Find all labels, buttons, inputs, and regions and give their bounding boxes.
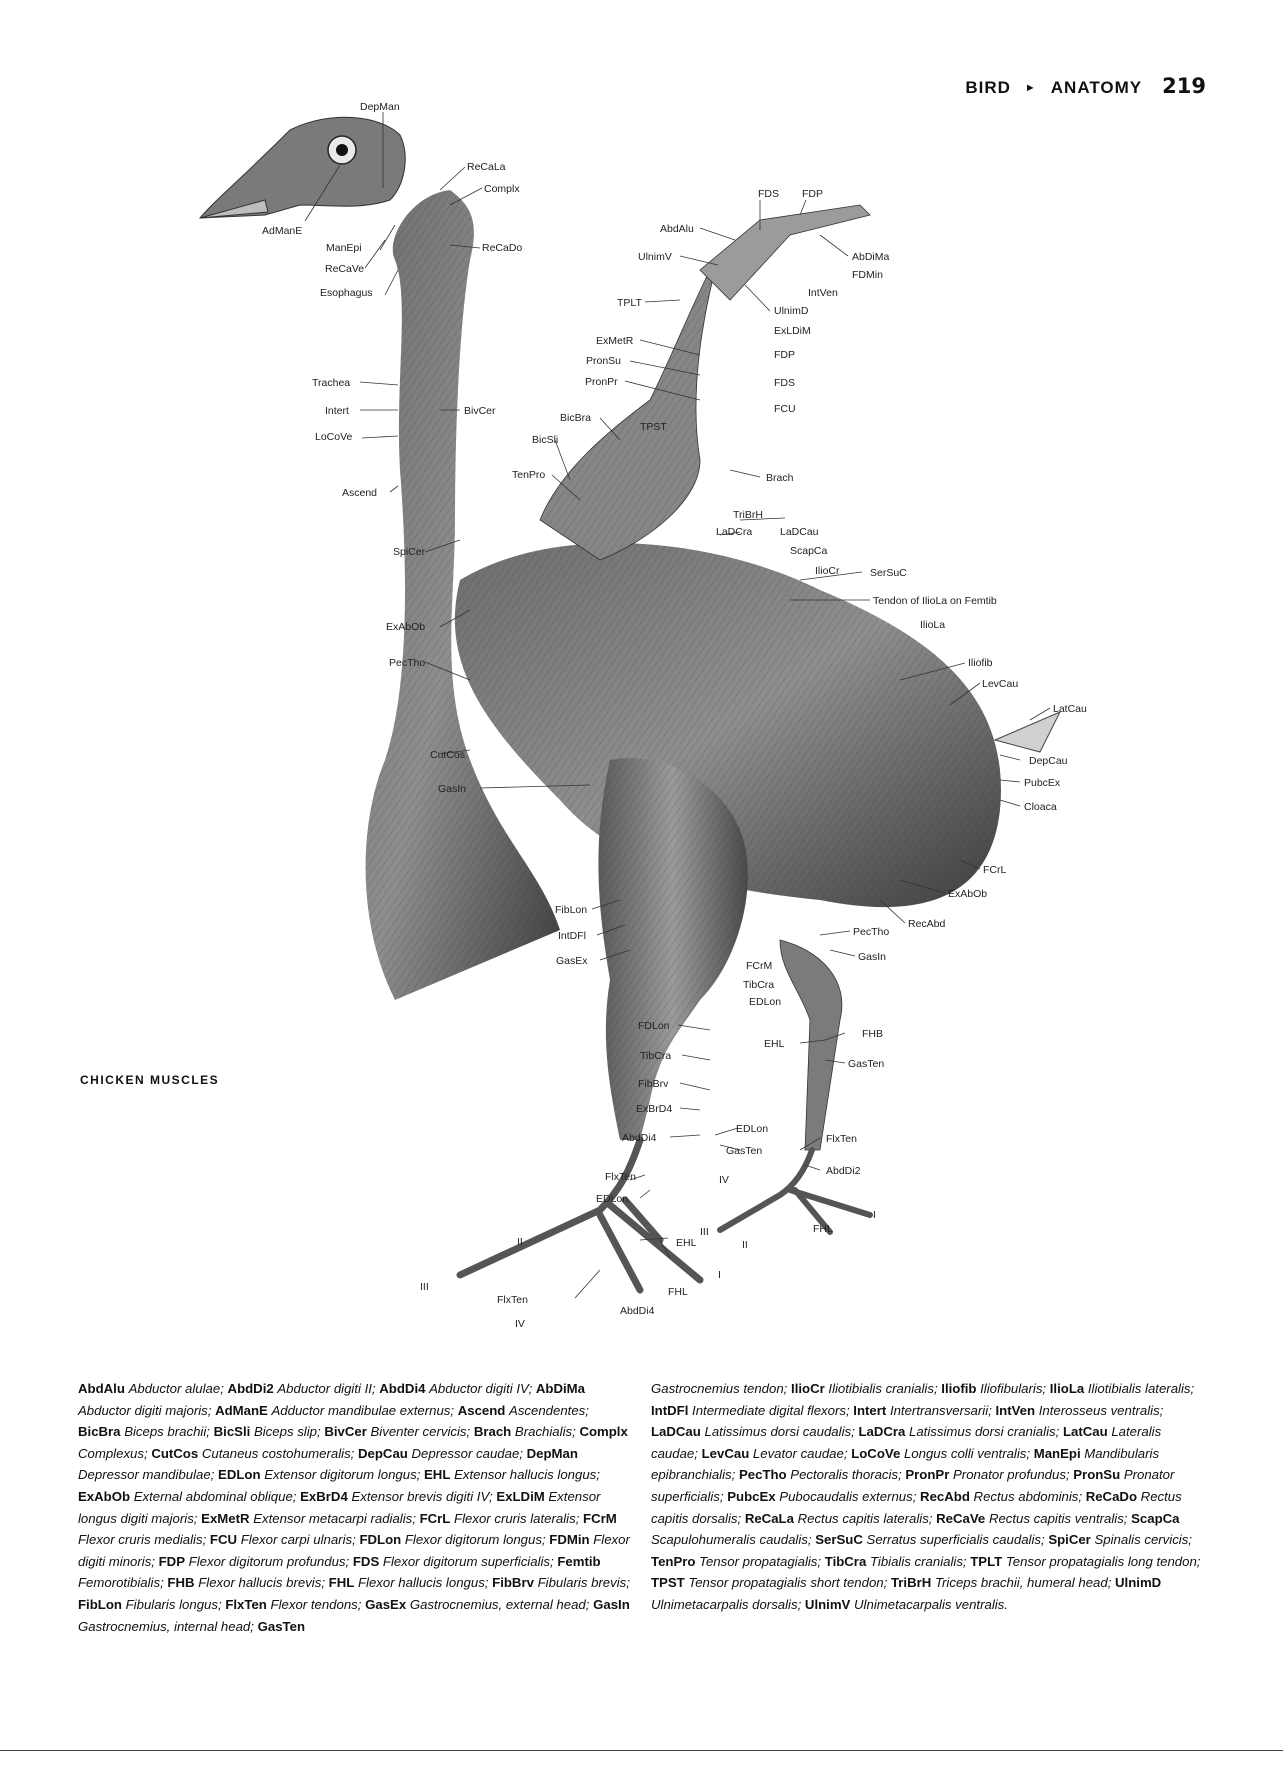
legend-abbr: Femtib	[557, 1553, 601, 1569]
label-gasten-mid: GasTen	[726, 1145, 763, 1157]
label-levcau: LevCau	[982, 678, 1019, 690]
body-and-wing	[455, 205, 1060, 907]
legend-entry	[353, 1554, 554, 1569]
legend-entry	[167, 1575, 325, 1590]
legend-name: Pectoralis thoracis;	[790, 1467, 902, 1483]
legend-entry	[78, 1424, 210, 1439]
label-fdlon: FDLon	[638, 1020, 670, 1032]
legend-name: Latissimus dorsi cranialis;	[909, 1424, 1060, 1440]
label-abdima: AbDiMa	[852, 251, 890, 263]
legend-entry	[651, 1381, 787, 1396]
legend-entry	[1048, 1532, 1192, 1547]
legend-entry	[941, 1381, 1046, 1396]
legend-name: Extensor brevis digiti IV;	[351, 1488, 493, 1504]
legend-name: Depressor caudae;	[411, 1445, 523, 1461]
label-flxten-r: FlxTen	[826, 1133, 857, 1145]
legend-entry	[210, 1532, 356, 1547]
legend-name: Extensor metacarpi radialis;	[253, 1510, 416, 1526]
legend-name: Tensor propatagialis short tendon;	[688, 1575, 888, 1591]
legend-abbr: EHL	[424, 1467, 451, 1483]
legend-abbr: PronSu	[1073, 1467, 1121, 1483]
legend-name: Extensor hallucis longus;	[454, 1467, 600, 1483]
label-gasex: GasEx	[556, 955, 588, 967]
label-fiblon: FibLon	[555, 904, 588, 916]
label-pronpr: PronPr	[585, 376, 618, 388]
legend-name: Serratus superficialis caudalis;	[866, 1532, 1045, 1548]
legend-name: Rectus capitis ventralis;	[988, 1510, 1128, 1526]
label-exabob: ExAbOb	[386, 621, 426, 633]
legend-abbr: AbDiMa	[535, 1381, 585, 1396]
legend-entry	[858, 1424, 1059, 1439]
legend-name: Abductor alulae;	[128, 1381, 224, 1396]
legend-entry	[215, 1403, 454, 1418]
label-fdp-mid: FDP	[774, 349, 795, 361]
legend-name: Intertransversarii;	[889, 1402, 992, 1418]
legend-abbr: BicBra	[78, 1424, 121, 1440]
label-intdfl: IntDFl	[558, 930, 587, 942]
legend-name: Flexor hallucis longus;	[357, 1575, 489, 1591]
label-iv-b: IV	[515, 1318, 525, 1330]
label-brach: Brach	[766, 472, 794, 484]
legend-entry	[214, 1424, 321, 1439]
legend-entry	[359, 1532, 545, 1547]
label-ehl-low: EHL	[676, 1237, 697, 1249]
label-tpst: TPST	[640, 421, 667, 433]
legend-abbr: RecAbd	[920, 1488, 970, 1504]
legend-entry	[424, 1467, 600, 1482]
legend-entry	[300, 1489, 493, 1504]
legend-entry	[492, 1575, 630, 1590]
legend-abbr: TPST	[651, 1575, 685, 1591]
legend-name: Tibialis cranialis;	[869, 1553, 967, 1569]
legend-entry	[379, 1381, 532, 1396]
legend-abbr: EDLon	[218, 1467, 261, 1483]
legend-abbr: IlioCr	[791, 1381, 825, 1396]
label-cutcos: CutCos	[430, 749, 466, 761]
legend-column-right	[651, 1378, 1211, 1616]
label-exabob-r: ExAbOb	[948, 888, 988, 900]
label-pronsu: PronSu	[586, 355, 622, 367]
legend-name: Flexor hallucis brevis;	[198, 1575, 325, 1591]
legend-name: Flexor cruris lateralis;	[454, 1510, 580, 1526]
legend-abbr: Intert	[853, 1402, 887, 1418]
legend-abbr: ManEpi	[1033, 1445, 1081, 1461]
legend-abbr: ReCaVe	[936, 1510, 986, 1526]
legend-abbr: LevCau	[701, 1445, 750, 1461]
legend-name: External abdominal oblique;	[133, 1488, 297, 1504]
legend-name: Biceps brachii;	[124, 1424, 210, 1440]
legend-name: Gastrocnemius, external head;	[409, 1596, 590, 1612]
label-abddi4-low: AbdDi4	[620, 1305, 655, 1317]
legend-name: Ulnimetacarpalis dorsalis;	[651, 1596, 802, 1612]
label-fdp-top: FDP	[802, 188, 823, 200]
legend-abbr: IntDFl	[651, 1402, 689, 1418]
legend-name: Abductor digiti IV;	[429, 1381, 533, 1396]
legend-name: Triceps brachii, humeral head;	[934, 1575, 1112, 1591]
legend-name: Flexor tendons;	[270, 1596, 362, 1612]
legend-entry	[805, 1597, 1008, 1612]
label-fhl-r: FHL	[813, 1223, 833, 1235]
legend-abbr: UlnimD	[1115, 1575, 1162, 1591]
label-i-a: I	[873, 1209, 876, 1221]
label-edlon-low: EDLon	[596, 1193, 629, 1205]
label-fdmin: FDMin	[852, 269, 883, 281]
legend-abbr: ExAbOb	[78, 1488, 131, 1504]
label-abdalu: AbdAlu	[660, 223, 694, 235]
legend-abbr: AbdDi4	[379, 1381, 426, 1396]
legend-abbr: TPLT	[970, 1553, 1003, 1569]
legend-name: Lateralis caudae;	[651, 1424, 1162, 1461]
legend-name: Latissimus dorsi caudalis;	[704, 1424, 855, 1440]
legend-entry	[78, 1381, 224, 1396]
legend-abbr: UlnimV	[804, 1596, 851, 1612]
legend-abbr: FibLon	[78, 1596, 122, 1612]
label-depcau: DepCau	[1029, 755, 1068, 767]
legend-name: Intermediate digital flexors;	[692, 1402, 850, 1418]
topic-title: ANATOMY	[1050, 78, 1143, 97]
legend-abbr: TriBrH	[890, 1575, 932, 1591]
legend-entry	[458, 1403, 589, 1418]
label-admane: AdManE	[262, 225, 303, 237]
legend-entry	[225, 1597, 361, 1612]
label-gasin-r: GasIn	[858, 951, 887, 963]
legend-name: Rectus capitis dorsalis;	[651, 1488, 1182, 1526]
label-fcu: FCU	[774, 403, 796, 415]
legend-name: Biventer cervicis;	[370, 1424, 471, 1440]
legend-abbr: IlioLa	[1049, 1381, 1085, 1396]
label-fds-top: FDS	[758, 188, 779, 200]
label-ehl-up: EHL	[764, 1038, 785, 1050]
label-fcrm: FCrM	[746, 960, 773, 972]
legend-name: Biceps slip;	[253, 1424, 321, 1440]
legend-entry	[201, 1511, 416, 1526]
label-pectho-r: PecTho	[853, 926, 890, 938]
legend-entry	[329, 1575, 489, 1590]
legend-abbr: FHB	[167, 1575, 195, 1591]
legend-abbr: FDMin	[549, 1532, 590, 1548]
label-ulnimv: UlnimV	[638, 251, 672, 263]
legend-name: Cutaneus costohumeralis;	[201, 1445, 355, 1461]
page-number: 219	[1162, 74, 1206, 98]
legend-entry	[995, 1403, 1163, 1418]
label-fhl-low: FHL	[668, 1286, 688, 1298]
legend-abbr: Ascend	[457, 1402, 506, 1418]
legend-entry	[739, 1467, 902, 1482]
legend-name: Flexor cruris medialis;	[78, 1532, 207, 1548]
legend-abbr: Iliofib	[941, 1381, 977, 1396]
legend-abbr: AdManE	[215, 1402, 268, 1418]
label-iliola: IlioLa	[920, 619, 946, 631]
label-exmetr: ExMetR	[596, 335, 634, 347]
legend-abbr: Complx	[579, 1424, 628, 1440]
legend-abbr: GasIn	[593, 1596, 630, 1612]
legend-name: Iliotibialis lateralis;	[1087, 1381, 1195, 1396]
legend-abbr: DepMan	[526, 1445, 578, 1461]
label-ascend: Ascend	[342, 487, 378, 499]
label-gasin: GasIn	[438, 783, 467, 795]
legend-abbr: FDP	[158, 1553, 185, 1569]
label-tenpro: TenPro	[512, 469, 546, 481]
legend-name: Interosseus ventralis;	[1038, 1402, 1164, 1418]
legend-entry	[920, 1489, 1082, 1504]
legend-name: Tensor propatagialis long tendon;	[1005, 1553, 1201, 1569]
label-gasten-r: GasTen	[848, 1058, 885, 1070]
legend-abbr: ReCaLa	[744, 1510, 794, 1526]
legend-name: Levator caudae;	[752, 1445, 848, 1461]
label-bicbra: BicBra	[560, 412, 591, 424]
label-fibbrv: FibBrv	[638, 1078, 669, 1090]
legend-column-left	[78, 1378, 634, 1637]
legend-abbr: ScapCa	[1131, 1510, 1180, 1526]
label-cloaca: Cloaca	[1024, 801, 1057, 813]
legend-abbr: FlxTen	[225, 1596, 267, 1612]
bottom-rule	[0, 1750, 1283, 1751]
legend-name: Tensor propatagialis;	[699, 1553, 822, 1569]
label-ii-a: II	[517, 1236, 523, 1248]
legend-entry	[358, 1446, 523, 1461]
legend-abbr: TibCra	[824, 1553, 867, 1569]
legend-entry	[905, 1467, 1069, 1482]
label-tribrh: TriBrH	[733, 509, 763, 521]
legend-abbr: SerSuC	[815, 1532, 863, 1548]
legend-name: Rectus capitis lateralis;	[797, 1510, 933, 1526]
label-pectho: PecTho	[389, 657, 426, 669]
label-iii-a: III	[700, 1226, 709, 1238]
legend-entry	[891, 1575, 1111, 1590]
label-fcrl: FCrL	[983, 864, 1007, 876]
label-fhb: FHB	[862, 1028, 883, 1040]
legend-abbr: IntVen	[995, 1402, 1036, 1418]
label-ii-b: II	[742, 1239, 748, 1251]
legend-abbr: TenPro	[651, 1553, 696, 1569]
legend-name: Pronator profundus;	[953, 1467, 1070, 1483]
label-tendon-iliola: Tendon of IlioLa on Femtib	[873, 595, 997, 607]
legend-name: Iliotibialis cranialis;	[828, 1381, 938, 1396]
label-depman: DepMan	[360, 101, 400, 113]
legend-entry	[815, 1532, 1044, 1547]
label-iliocr: IlioCr	[815, 565, 840, 577]
legend-abbr: SpiCer	[1048, 1532, 1091, 1548]
label-recala: ReCaLa	[467, 161, 506, 173]
legend-entry	[228, 1381, 376, 1396]
legend-name: Complexus;	[78, 1445, 148, 1461]
legend-name: Gastrocnemius tendon;	[651, 1381, 788, 1396]
legend-abbr: LatCau	[1062, 1424, 1108, 1440]
legend-abbr: FHL	[328, 1575, 355, 1591]
legend-name: Spinalis cervicis;	[1094, 1532, 1192, 1548]
legend-entry	[78, 1489, 296, 1504]
legend-name: Scapulohumeralis caudalis;	[651, 1532, 812, 1548]
legend-abbr: DepCau	[358, 1445, 408, 1461]
legend-abbr: ExMetR	[201, 1510, 250, 1526]
legend-name: Flexor digitorum superficialis;	[382, 1553, 554, 1569]
legend-name: Gastrocnemius, internal head;	[78, 1618, 254, 1634]
label-i-b: I	[718, 1269, 721, 1281]
label-spicer: SpiCer	[393, 546, 426, 558]
legend-abbr: AbdDi2	[227, 1381, 274, 1396]
legend-entry	[151, 1446, 354, 1461]
label-esophagus: Esophagus	[320, 287, 373, 299]
legend-abbr: ExLDiM	[496, 1488, 545, 1504]
legend-name: Ulnimetacarpalis ventralis.	[854, 1596, 1008, 1612]
legend-abbr: GasEx	[365, 1596, 407, 1612]
label-sersuc: SerSuC	[870, 567, 907, 579]
separator-arrow-icon: ►	[1024, 82, 1037, 94]
label-edlon-mid: EDLon	[736, 1123, 769, 1135]
legend-entry	[258, 1619, 305, 1634]
figure-title: CHICKEN MUSCLES	[80, 1073, 220, 1087]
legend-name: Flexor digitorum profundus;	[188, 1553, 350, 1569]
label-pubcex: PubcEx	[1024, 777, 1061, 789]
legend-abbr: AbdAlu	[78, 1381, 125, 1396]
legend-entry	[159, 1554, 350, 1569]
legend-name: Mandibularis epibranchialis;	[651, 1445, 1160, 1483]
legend-name: Longus colli ventralis;	[903, 1445, 1031, 1461]
legend-name: Iliofibularis;	[980, 1381, 1047, 1396]
label-abddi4: AbdDi4	[622, 1132, 657, 1144]
legend-name: Extensor longus digiti majoris;	[78, 1488, 601, 1526]
label-manepi: ManEpi	[326, 242, 362, 254]
legend-entry	[420, 1511, 580, 1526]
legend-name: Abductor digiti majoris;	[78, 1402, 212, 1418]
label-intert: Intert	[325, 405, 349, 417]
legend-entry	[651, 1403, 850, 1418]
legend-name: Pubocaudalis externus;	[779, 1488, 917, 1504]
legend-entry	[218, 1467, 420, 1482]
legend-abbr: PronPr	[905, 1467, 950, 1483]
legend-name: Flexor digitorum longus;	[404, 1532, 546, 1548]
label-locove: LoCoVe	[315, 431, 353, 443]
legend-entry	[853, 1403, 992, 1418]
legend-entry	[970, 1554, 1200, 1569]
legend-entry	[365, 1597, 589, 1612]
legend-entry	[791, 1381, 938, 1396]
label-bivcer: BivCer	[464, 405, 496, 417]
section-title: BIRD	[965, 78, 1011, 97]
legend-name: Ascendentes;	[509, 1402, 589, 1418]
legend-abbr: ReCaDo	[1085, 1488, 1137, 1504]
legend-entry	[324, 1424, 470, 1439]
legend-abbr: PubcEx	[727, 1488, 776, 1504]
legend-entry	[825, 1554, 967, 1569]
legend-entry	[702, 1446, 848, 1461]
legend-abbr: CutCos	[151, 1445, 199, 1461]
legend-name: Pronator superficialis;	[651, 1467, 1175, 1504]
legend-entry	[727, 1489, 916, 1504]
label-latcau: LatCau	[1053, 703, 1087, 715]
label-recave: ReCaVe	[325, 263, 365, 275]
label-tplt: TPLT	[617, 297, 642, 309]
legend-name: Rectus abdominis;	[973, 1488, 1083, 1504]
legend-name: Fibularis longus;	[125, 1596, 222, 1612]
legend-name: Femorotibialis;	[78, 1575, 164, 1591]
label-edlon-up: EDLon	[749, 996, 782, 1008]
legend-abbr: ExBrD4	[300, 1488, 348, 1504]
label-ladcra: LaDCra	[716, 526, 753, 538]
legend-abbr: LoCoVe	[851, 1445, 901, 1461]
label-ulnimd: UlnimD	[774, 305, 809, 317]
legend-name: Depressor mandibulae;	[78, 1467, 215, 1483]
legend-abbr: LaDCra	[858, 1424, 906, 1440]
legend-abbr: FibBrv	[492, 1575, 534, 1591]
label-fds-mid: FDS	[774, 377, 795, 389]
label-exbrd4: ExBrD4	[636, 1103, 673, 1115]
label-tibcra-up: TibCra	[743, 979, 775, 991]
legend-abbr: PecTho	[738, 1467, 787, 1483]
label-intven: IntVen	[808, 287, 838, 299]
legend-entry	[474, 1424, 576, 1439]
legend-entry	[651, 1424, 855, 1439]
label-complx: Complx	[484, 183, 520, 195]
label-flxten-l: FlxTen	[605, 1171, 636, 1183]
legend-abbr: LaDCau	[651, 1424, 701, 1440]
legend-abbr: FDLon	[359, 1532, 402, 1548]
label-tibcra: TibCra	[640, 1050, 672, 1062]
label-trachea: Trachea	[312, 377, 351, 389]
label-ladcau: LaDCau	[780, 526, 819, 538]
label-iv-a: IV	[719, 1174, 729, 1186]
legend-abbr: FCU	[209, 1532, 238, 1548]
legend-name: Fibularis brevis;	[537, 1575, 630, 1591]
legend-name: Flexor digiti minoris;	[78, 1532, 630, 1569]
label-iliofib: Iliofib	[968, 657, 993, 669]
label-scapca: ScapCa	[790, 545, 828, 557]
legend-name: Flexor carpi ulnaris;	[240, 1532, 356, 1548]
legend-abbr: Brach	[473, 1424, 512, 1440]
legend-entry	[651, 1554, 821, 1569]
legend-name: Extensor digitorum longus;	[264, 1467, 421, 1483]
legend-entry	[78, 1597, 222, 1612]
legend-name: Brachialis;	[514, 1424, 576, 1440]
legend-abbr: BicSli	[213, 1424, 251, 1440]
label-bicsli: BicSli	[532, 434, 559, 446]
label-abddi2: AbdDi2	[826, 1165, 861, 1177]
legend-entry	[851, 1446, 1030, 1461]
legend-name: Abductor digiti II;	[277, 1381, 376, 1396]
legend-abbr: FDS	[352, 1553, 380, 1569]
label-flxten-low: FlxTen	[497, 1294, 528, 1306]
label-recado: ReCaDo	[482, 242, 523, 254]
legend-entry	[745, 1511, 933, 1526]
label-recabd: RecAbd	[908, 918, 946, 930]
label-exldim: ExLDiM	[774, 325, 811, 337]
legend-name: Adductor mandibulae externus;	[271, 1402, 455, 1418]
legend-entry	[936, 1511, 1127, 1526]
label-iii-b: III	[420, 1281, 429, 1293]
legend-abbr: BivCer	[324, 1424, 367, 1440]
legend-entry	[1050, 1381, 1194, 1396]
legend-entry	[651, 1575, 887, 1590]
legend-abbr: GasTen	[257, 1618, 306, 1634]
legend-abbr: FCrM	[583, 1510, 617, 1526]
legend-abbr: FCrL	[419, 1510, 451, 1526]
